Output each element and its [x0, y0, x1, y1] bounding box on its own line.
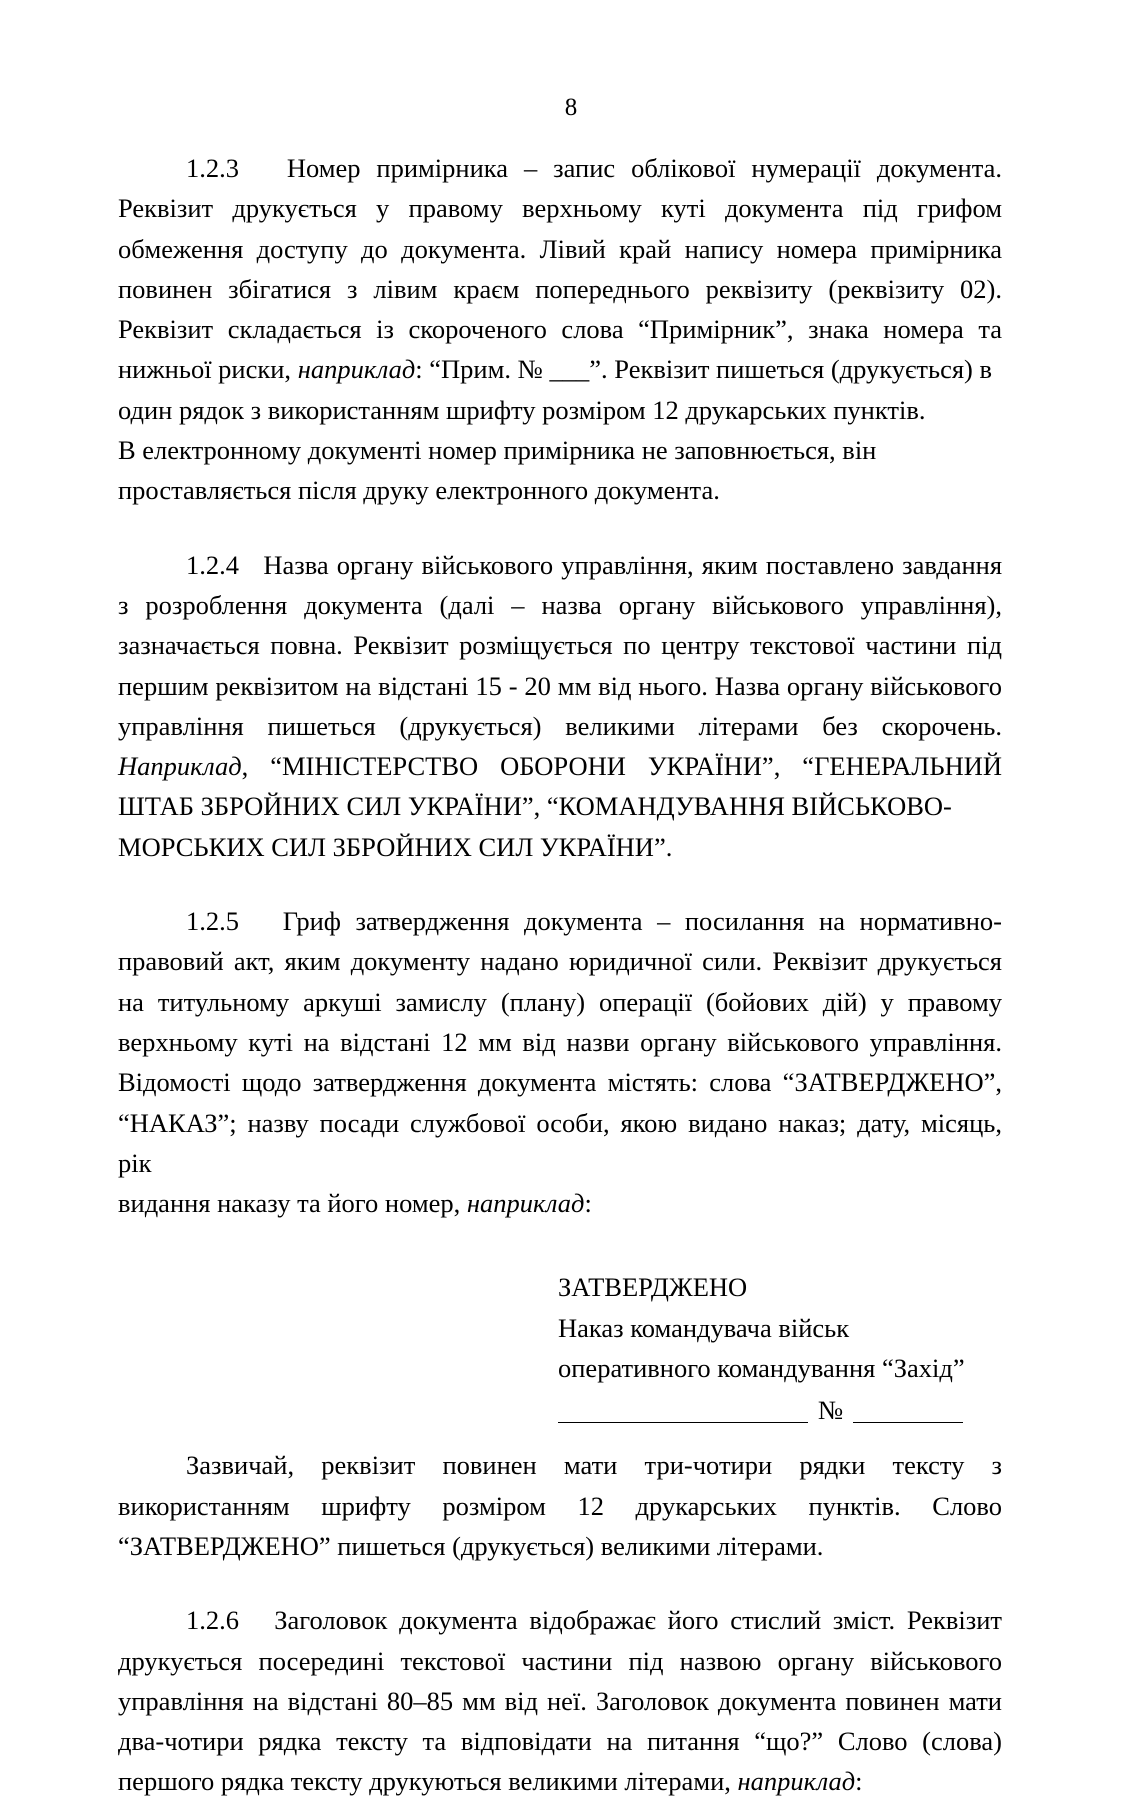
paragraph-1-2-3-tail: один рядок з використанням шрифту розміром 12 друкарських пунктів.	[118, 394, 926, 425]
paragraph-1-2-3-electronic: В електронному документі номер примірника не заповнюється, він	[118, 435, 877, 466]
number-sign-symbol: №	[818, 1395, 844, 1426]
approval-heading: ЗАТВЕРДЖЕНО	[558, 1272, 748, 1303]
paragraph-1-2-3-text-a: Номер примірника – запис облікової нумерації документа. Реквізит друкується у правому верхньому куті документа під грифом обмеження доступу до документа. Лівий край напису номера примірника повинен збігатися з лівим краєм попереднього реквізиту (реквізиту 02). Реквізит складається із скороченого слова “Примірник”, знака номера та нижньої риски,	[118, 153, 1002, 385]
paragraph-1-2-6-emphasis: наприклад	[737, 1766, 856, 1797]
paragraph-1-2-3-emphasis: наприклад	[297, 354, 416, 385]
paragraph-1-2-5-tail	[118, 1183, 1002, 1223]
paragraph-after-approval: Зазвичай, реквізит повинен мати три-чотири рядки тексту з використанням шрифту розміром 12 друкарських пунктів. Слово “ЗАТВЕРДЖЕНО” пишеться (друкується) великими літерами.	[118, 1450, 1002, 1561]
paragraph-1-2-3-electronic-tail: проставляється після друку електронного документа.	[118, 475, 720, 506]
section-number-1-2-5: 1.2.5	[186, 906, 239, 937]
approval-order-line: Наказ командувача військ	[558, 1312, 850, 1343]
section-number-1-2-4: 1.2.4	[186, 549, 239, 580]
paragraph-1-2-5-emphasis: наприклад	[466, 1188, 585, 1219]
paragraph-1-2-4-emphasis: Наприклад	[118, 751, 242, 782]
paragraph-1-2-5-tail-text: видання наказу та його номер,	[118, 1188, 467, 1219]
paragraph-1-2-4-text-b: , “МІНІСТЕРСТВО ОБОРОНИ УКРАЇНИ”, “ГЕНЕРАЛЬНИЙ ШТАБ ЗБРОЙНИХ СИЛ УКРАЇНИ”, “КОМАНДУВАННЯ ВІЙСЬКОВО-	[118, 751, 1002, 822]
document-body	[118, 148, 1002, 1802]
approval-date-rule	[558, 1396, 808, 1423]
paragraph-1-2-3	[118, 148, 1002, 390]
approval-command-line: оперативного командування “Захід”	[558, 1353, 965, 1384]
paragraph-1-2-6-text-a: Заголовок документа відображає його стислий зміст. Реквізит друкується посередині текстової частини під назвою органу військового управління на відстані 80–85 мм від неї. Заголовок документа повинен мати два-чотири рядка тексту та відповідати на питання “що?” Слово (слова) першого рядка тексту друкуються великими літерами,	[118, 1605, 1003, 1797]
paragraph-1-2-3-text-b: : “Прим. № ___”. Реквізит пишеться (друкується) в	[415, 354, 992, 385]
page-number: 8	[564, 94, 578, 121]
paragraph-1-2-5	[118, 901, 1002, 1183]
paragraph-1-2-4-tail: МОРСЬКИХ СИЛ ЗБРОЙНИХ СИЛ УКРАЇНИ”.	[118, 831, 673, 862]
paragraph-1-2-4-text-a: Назва органу військового управління, яким поставлено завдання з розроблення документа (далі – назва органу військового управління), зазначається повна. Реквізит розміщується по центру текстової частини під першим реквізитом на відстані 15 - 20 мм від нього. Назва органу військового управління пишеться (друкується) великими літерами без скорочень.	[118, 549, 1003, 741]
paragraph-1-2-4	[118, 545, 1002, 827]
paragraph-1-2-5-colon: :	[584, 1188, 592, 1219]
approval-block	[558, 1267, 988, 1426]
section-number-1-2-6: 1.2.6	[186, 1605, 239, 1636]
section-number-1-2-3: 1.2.3	[186, 153, 239, 183]
paragraph-1-2-5-text-a: Гриф затвердження документа – посилання на нормативно-правовий акт, яким документу надано юридичної сили. Реквізит друкується на титульному аркуші замислу (плану) операції (бойових дій) у правому верхньому куті на відстані 12 мм від назви органу військового управління. Відомості щодо затвердження документа містять: слова “ЗАТВЕРДЖЕНО”, “НАКАЗ”; назву посади службової особи, якою видано наказ; дату, місяць, рік	[118, 906, 1002, 1178]
paragraph-1-2-6	[118, 1600, 1002, 1801]
approval-number-rule	[853, 1396, 963, 1423]
approval-date-number-row	[558, 1395, 958, 1426]
paragraph-1-2-6-text-b: :	[855, 1766, 863, 1797]
